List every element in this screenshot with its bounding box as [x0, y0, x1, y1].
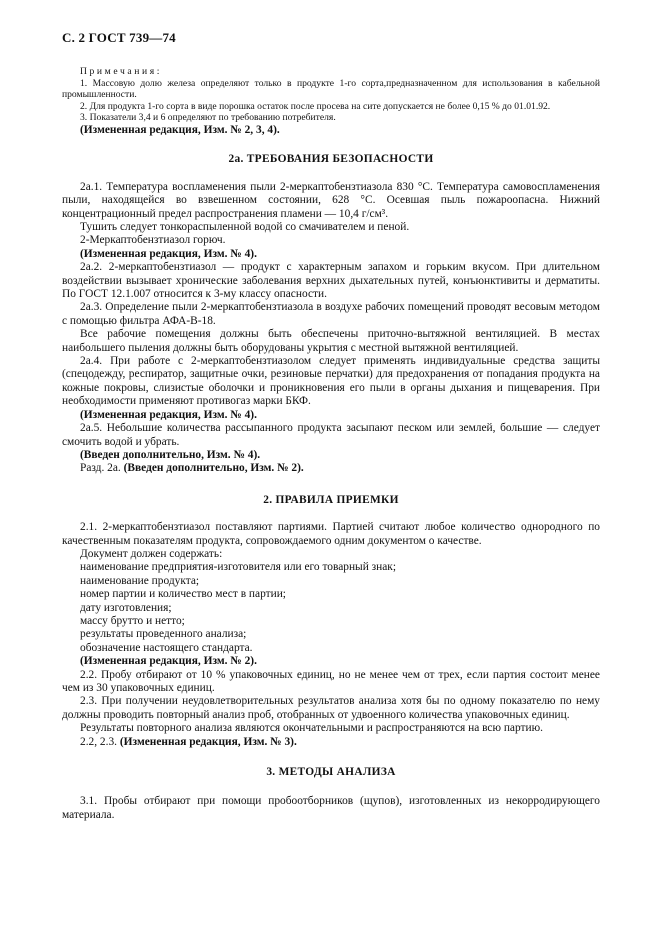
paragraph: 2.2. Пробу отбирают от 10 % упаковочных единиц, но не менее чем от трех, если партия состоит менее чем из 30 упаковочных единиц.	[62, 668, 600, 694]
amendment-note: (Введен дополнительно, Изм. № 4).	[80, 448, 261, 461]
paragraph: Все рабочие помещения должны быть обеспечены приточно-вытяжной вентиляцией. В местах наибольшего пыления должны быть оборудованы укрытия с местной вытяжной вентиляцией.	[62, 328, 600, 354]
paragraph: Результаты повторного анализа являются окончательными и распространяются на всю партию.	[80, 722, 543, 735]
paragraph: Тушить следует тонкораспыленной водой со смачивателем и пеной.	[80, 221, 410, 233]
note-item: 1. Массовую долю железа определяют только в продукте 1-го сорта,предназначенном для использования в кабельной промышленности.	[62, 77, 600, 101]
paragraph: 2а.4. При работе с 2-меркаптобензтиазолом следует применять индивидуальные средства защиты (спецодежду, респиратор, защитные очки, резиновые перчатки) для предохранения от попадания продукта на кожные покровы, слизистые оболочки и проникновения его пыли в органы дыхания и пищеварения. При необходимости применяют противогаз марки БКФ.	[62, 355, 600, 408]
amendment-note: (Измененная редакция, Изм. № 3).	[119, 735, 297, 748]
note-item: 2. Для продукта 1-го сорта в виде порошка остаток после просева на сите допускается не более 0,15 % до 01.01.92.	[80, 100, 551, 112]
amendment-note: (Измененная редакция, Изм. № 4).	[80, 408, 257, 421]
notes-heading: Примечания:	[80, 66, 162, 77]
section-title-2a: 2а. ТРЕБОВАНИЯ БЕЗОПАСНОСТИ	[228, 153, 434, 166]
amendment-note: (Измененная редакция, Изм. № 2, 3, 4).	[80, 123, 280, 136]
list-item: наименование продукта;	[80, 574, 200, 587]
paragraph: 2.3. При получении неудовлетворительных результатов анализа хотя бы по одному показателю по нему должны проводить повторный анализ проб, отобранных от удвоенного количества упаковочных единиц.	[62, 695, 600, 721]
note-item: 3. Показатели 3,4 и 6 определяют по требованию потребителя.	[80, 112, 336, 124]
amendment-note: (Введен дополнительно, Изм. № 2).	[123, 462, 304, 475]
paragraph: 2-Меркаптобензтиазол горюч.	[80, 234, 226, 247]
paragraph: 2а.5. Небольшие количества рассыпанного продукта засыпают песком или землей, большие — следует смочить водой и убрать.	[62, 422, 600, 448]
paragraph: 2а.1. Температура воспламенения пыли 2-меркаптобензтиазола 830 °С. Температура самовоспламенения пыли, находящейся во взвешенном состоянии, 628 °С. Осевшая пыль пожароопасна. Нижний концентрационный предел распространения пламени — 10,4 г/см³.	[62, 180, 600, 220]
list-item: обозначение настоящего стандарта.	[80, 641, 253, 654]
list-item: массу брутто и нетто;	[80, 614, 185, 627]
paragraph: 3.1. Пробы отбирают при помощи пробоотборников (щупов), изготовленных из некорродирующего материала.	[62, 795, 600, 821]
list-item: результаты проведенного анализа;	[80, 628, 247, 641]
list-item: наименование предприятия-изготовителя или его товарный знак;	[80, 561, 396, 574]
list-intro: Документ должен содержать:	[80, 547, 223, 560]
notes-block	[62, 66, 600, 124]
page-content	[62, 66, 600, 822]
page-header: С. 2 ГОСТ 739—74	[62, 30, 176, 45]
paragraph: 2а.2. 2-меркаптобензтиазол — продукт с характерным запахом и горьким вкусом. При длительном воздействии вызывает хронические заболевания верхних дыхательных путей, конъюнктивиты и дерматиты. По ГОСТ 12.1.007 относится к 3-му классу опасности.	[62, 261, 600, 301]
paragraph-prefix: 2.2, 2.3.	[80, 735, 120, 748]
amendment-note: (Измененная редакция, Изм. № 2).	[80, 655, 257, 668]
paragraph: 2.1. 2-меркаптобензтиазол поставляют партиями. Партией считают любое количество однородного по качественным показателям продукта, сопровождаемого одним документом о качестве.	[62, 521, 600, 547]
section-title-3: 3. МЕТОДЫ АНАЛИЗА	[266, 766, 396, 779]
paragraph-prefix: Разд. 2а.	[80, 462, 124, 475]
section-title-2: 2. ПРАВИЛА ПРИЕМКИ	[263, 493, 399, 506]
paragraph	[62, 736, 600, 749]
list-item: дату изготовления;	[80, 601, 172, 614]
paragraph	[62, 462, 600, 475]
paragraph: 2а.3. Определение пыли 2-меркаптобензтиазола в воздухе рабочих помещений проводят весовым методом с помощью фильтра АФА-В-18.	[62, 301, 600, 327]
amendment-note: (Измененная редакция, Изм. № 4).	[80, 247, 257, 260]
list-item: номер партии и количество мест в партии;	[80, 588, 286, 601]
